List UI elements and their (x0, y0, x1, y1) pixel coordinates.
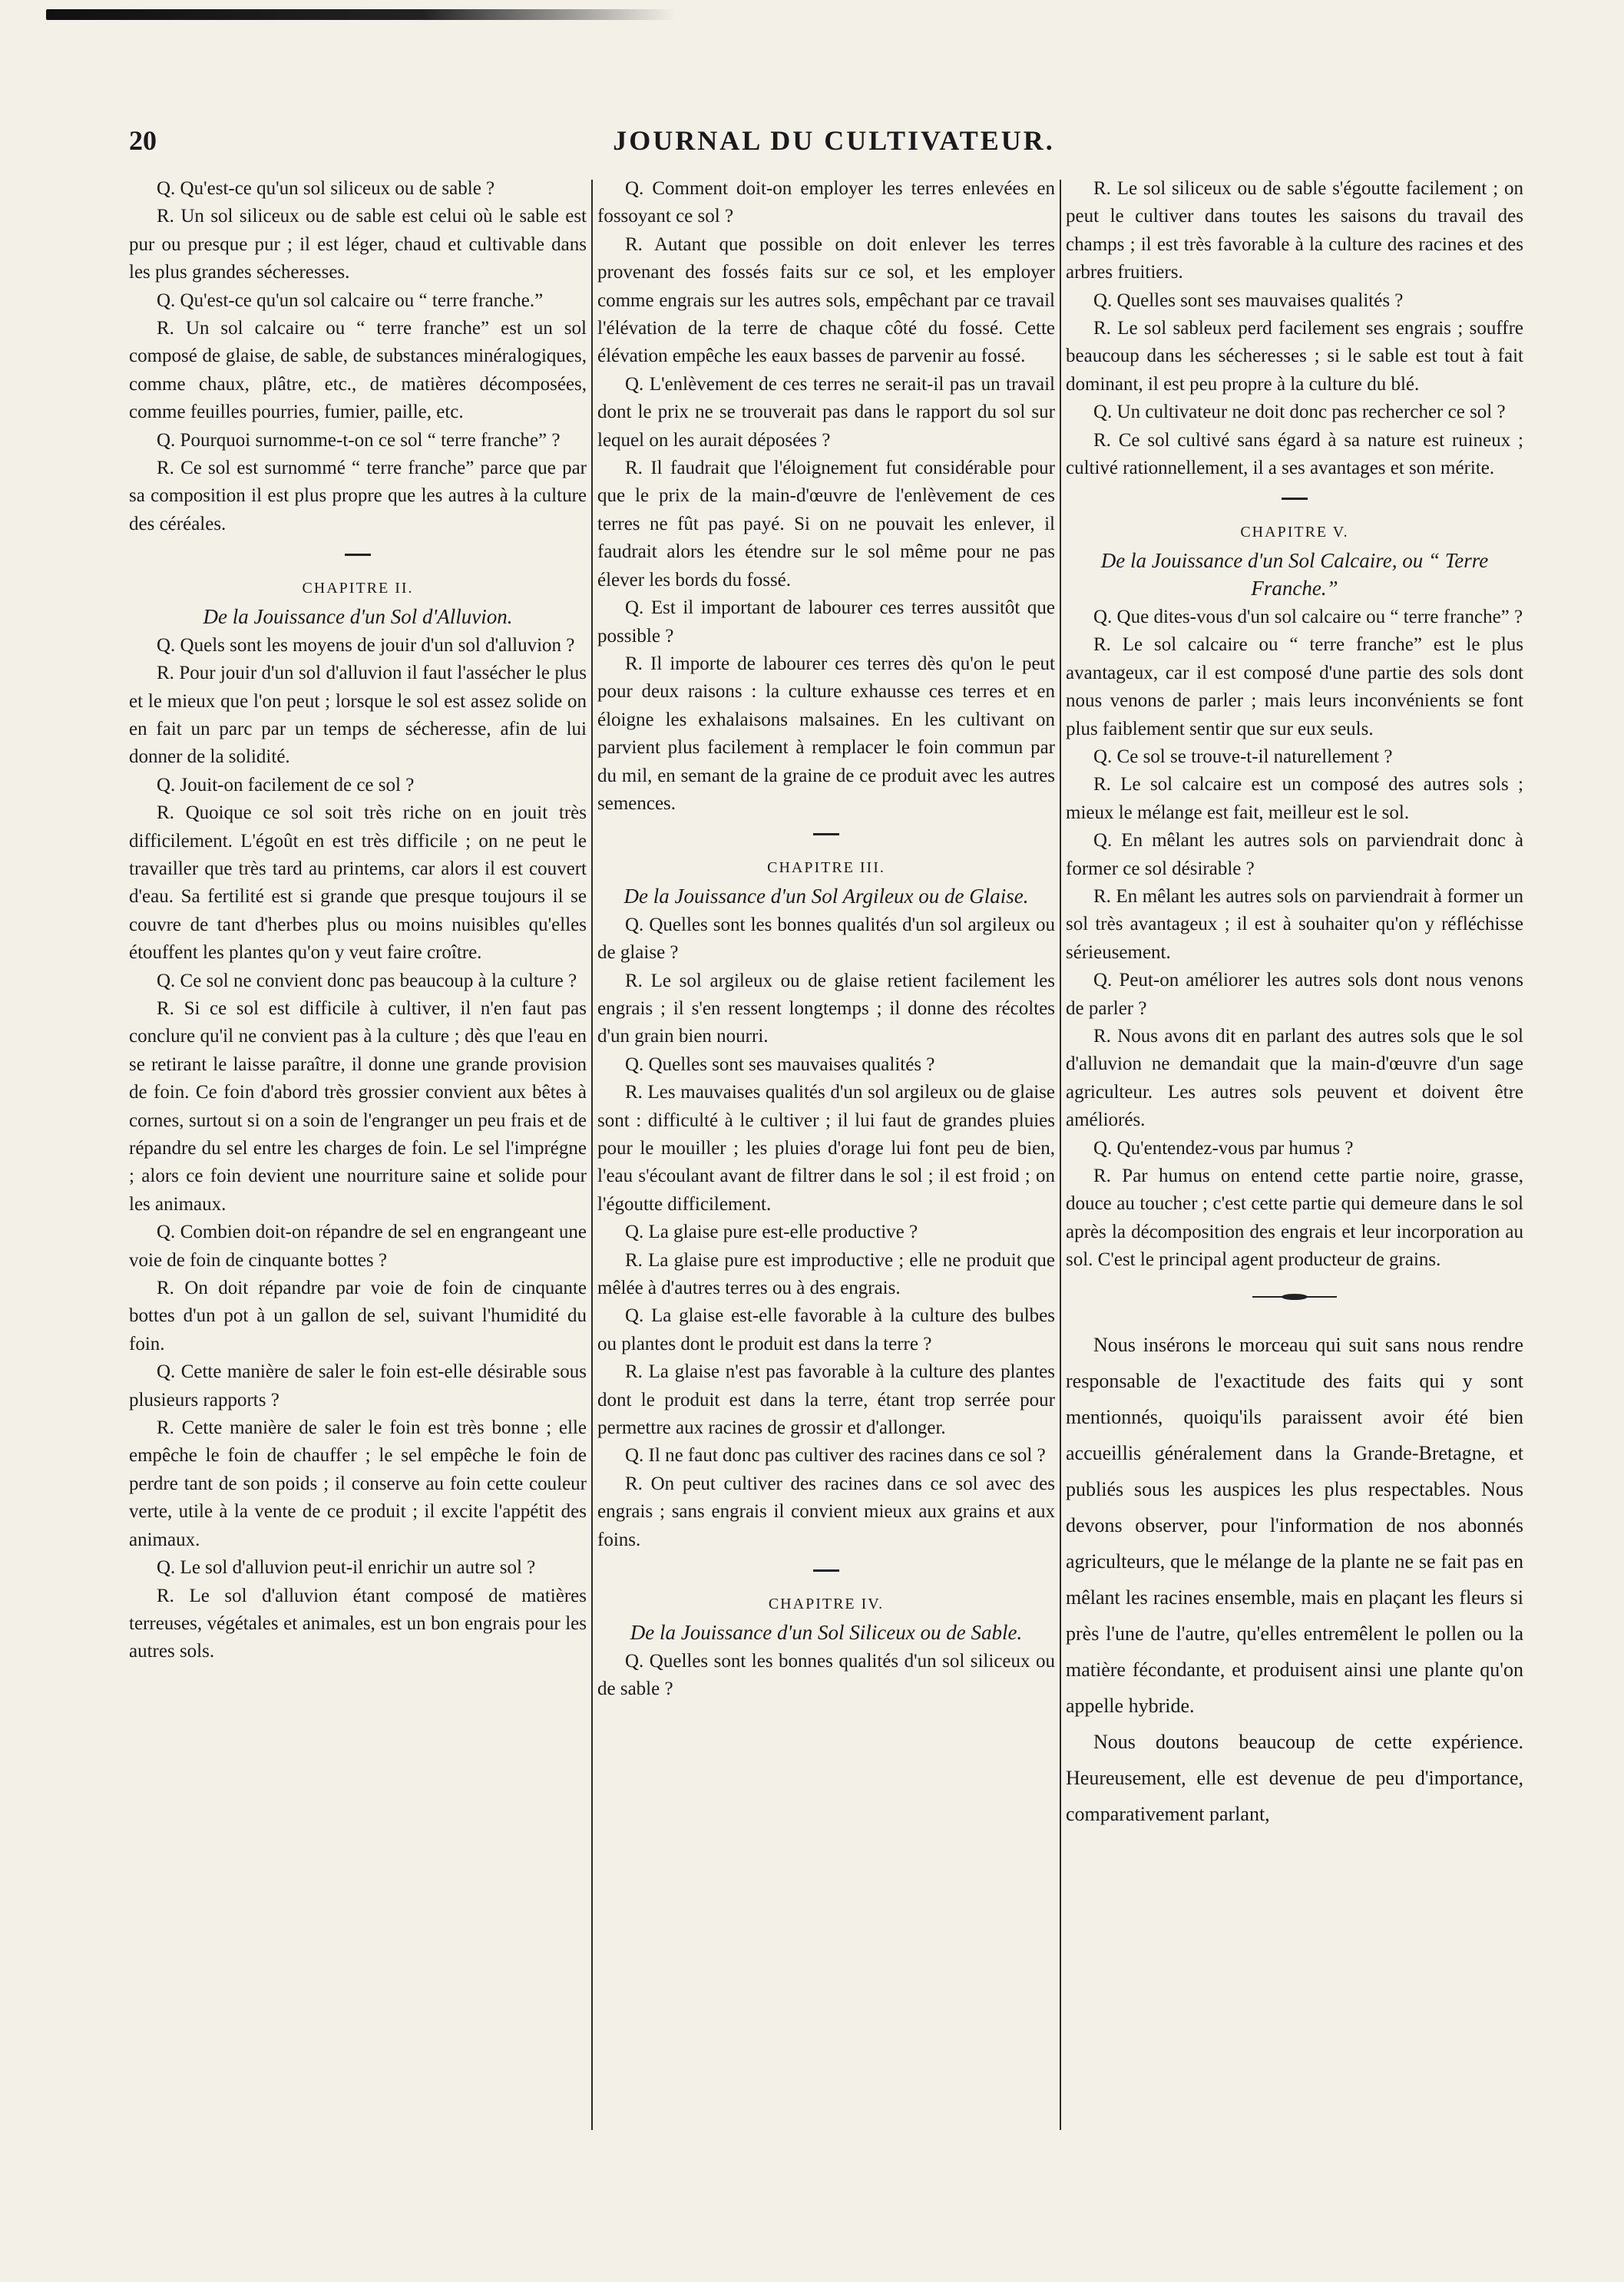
answer-paragraph: R. La glaise pure est improductive ; elle ne produit que mêlée à d'autres terres ou à des engrais. (597, 1249, 1055, 1299)
question-paragraph: Q. Quels sont les moyens de jouir d'un sol d'alluvion ? (157, 634, 575, 656)
answer-paragraph: R. Un sol siliceux ou de sable est celui où le sable est pur ou presque pur ; il est léger, chaud et cultivable dans les plus grandes sécheresses. (129, 206, 587, 283)
answer-paragraph: R. Quoique ce sol soit très riche on en jouit très difficilement. L'égoût en est très difficile ; on ne peut le travailler que très tard au printems, car alors il est couvert d'eau. Sa fertilité est si grande que presque toujours il se couvre de tant d'herbes plus ou moins nuisibles qu'elles étouffent les plantes qu'on y veut faire croître. (129, 802, 587, 964)
answer-paragraph: R. Par humus on entend cette partie noire, grasse, douce au toucher ; c'est cette partie qui demeure dans le sol après la décomposition des engrais et leur incorporation au sol. C'est le principal agent producteur de grains. (1066, 1166, 1523, 1271)
question-paragraph: Q. Un cultivateur ne doit donc pas rechercher ce sol ? (1093, 402, 1506, 423)
section-divider (345, 554, 371, 556)
answer-paragraph: R. Le sol d'alluvion étant composé de matières terreuses, végétales et animales, est un bon engrais pour les autres sols. (129, 1585, 587, 1662)
text-column-3 (1066, 175, 1523, 2141)
answer-paragraph: R. Cette manière de saler le foin est très bonne ; elle empêche le foin de chauffer ; le sel empêche le foin de perdre tant de son poids ; il conserve au foin cette couleur verte, utile à la vente de ce produit ; il excite l'appétit des animaux. (129, 1417, 587, 1550)
question-paragraph: Q. Peut-on améliorer les autres sols dont nous venons de parler ? (1066, 970, 1523, 1019)
question-paragraph: Q. La glaise est-elle favorable à la culture des bulbes ou plantes dont le produit est dans la terre ? (597, 1305, 1055, 1354)
question-paragraph: Q. Quelles sont les bonnes qualités d'un sol siliceux ou de sable ? (597, 1650, 1055, 1699)
chapter-heading: CHAPITRE V. (1240, 524, 1349, 541)
question-paragraph: Q. En mêlant les autres sols on parviendrait donc à former ce sol désirable ? (1066, 830, 1523, 879)
page-header (129, 124, 1539, 163)
chapter-title: De la Jouissance d'un Sol Argileux ou de Glaise. (623, 884, 1029, 908)
article-paragraph: Nous insérons le morceau qui suit sans nous rendre responsable de l'exactitude des faits qui y sont mentionnés, quoiqu'ils paraissent avoir été bien accueillis généralement dans la Grande-Bretagne, et publiés sous les auspices les plus respectables. Nous devons observer, pour l'information de nos abonnés agriculteurs, que le mélange de la plante ne se fait pas en mêlant les racines ensemble, mais en plaçant les fleurs si près l'une de l'autre, qu'elles entremêlent le pollen ou la matière fécondante, et produisent ainsi une plante qu'on appelle hybride. (1066, 1333, 1523, 1717)
chapter-heading: CHAPITRE III. (767, 859, 885, 877)
column-divider (591, 180, 593, 2130)
question-paragraph: Q. Il ne faut donc pas cultiver des racines dans ce sol ? (625, 1445, 1046, 1467)
question-paragraph: Q. Pourquoi surnomme-t-on ce sol “ terre franche” ? (157, 429, 561, 451)
chapter-heading: CHAPITRE II. (302, 580, 414, 597)
answer-paragraph: R. Ce sol est surnommé “ terre franche” parce que par sa composition il est plus propre que les autres à la culture des céréales. (129, 458, 587, 534)
answer-paragraph: R. Il importe de labourer ces terres dès qu'on le peut pour deux raisons : la culture exhausse ces terres et en éloigne les exhalaisons malsaines. En les cultivant on parvient plus facilement à remplacer le foin commun par du mil, en semant de la graine de ce produit avec les autres semences. (597, 653, 1055, 814)
chapter-heading: CHAPITRE IV. (768, 1596, 885, 1613)
question-paragraph: Q. Jouit-on facilement de ce sol ? (157, 774, 415, 795)
answer-paragraph: R. On doit répandre par voie de foin de cinquante bottes d'un pot à un gallon de sel, suivant l'humidité du foin. (129, 1278, 587, 1354)
question-paragraph: Q. Comment doit-on employer les terres enlevées en fossoyant ce sol ? (597, 178, 1055, 227)
page-number: 20 (129, 125, 157, 156)
journal-title: JOURNAL DU CULTIVATEUR. (613, 125, 1055, 156)
answer-paragraph: R. Si ce sol est difficile à cultiver, il n'en faut pas conclure qu'il ne convient pas à la culture ; dès que l'eau en se retirant le laisse paraître, il donne une grande provision de foin. Ce foin d'abord très grossier convient aux bêtes à cornes, surtout si on a soin de l'engranger un peu frais et de répandre du sel entre les charges de foin. Le sel l'imprégne ; alors ce foin devient une nourriture saine et solide pour les animaux. (129, 997, 587, 1215)
chapter-title: De la Jouissance d'un Sol d'Alluvion. (203, 604, 513, 628)
answer-paragraph: R. La glaise n'est pas favorable à la culture des plantes dont le produit est dans la terre, étant trop serrée pour permettre aux racines de grossir et d'allonger. (597, 1361, 1055, 1439)
answer-paragraph: R. Autant que possible on doit enlever les terres provenant des fossés faits sur ce sol, et les employer comme engrais sur les autres sols, empêchant par ce travail l'élévation de la terre de chaque côté du fossé. Cette élévation empêche les eaux basses de parvenir au fossé. (597, 233, 1055, 367)
question-paragraph: Q. La glaise pure est-elle productive ? (625, 1222, 918, 1243)
chapter-title: De la Jouissance d'un Sol Siliceux ou de Sable. (630, 1620, 1023, 1644)
question-paragraph: Q. Quelles sont les bonnes qualités d'un sol argileux ou de glaise ? (597, 914, 1055, 964)
question-paragraph: Q. Qu'est-ce qu'un sol siliceux ou de sable ? (157, 178, 495, 199)
question-paragraph: Q. Ce sol se trouve-t-il naturellement ? (1093, 746, 1393, 767)
answer-paragraph: R. Le sol siliceux ou de sable s'égoutte facilement ; on peut le cultiver dans toutes les saisons du travail des champs ; il est très favorable à la culture des racines et des arbres fruitiers. (1066, 178, 1523, 283)
question-paragraph: Q. Cette manière de saler le foin est-elle désirable sous plusieurs rapports ? (129, 1361, 587, 1411)
section-divider (813, 1569, 839, 1572)
question-paragraph: Q. Le sol d'alluvion peut-il enrichir un autre sol ? (157, 1557, 536, 1579)
answer-paragraph: R. Le sol calcaire est un composé des autres sols ; mieux le mélange est fait, meilleur est le sol. (1066, 774, 1523, 823)
ornament-divider (1252, 1293, 1337, 1301)
answer-paragraph: R. Il faudrait que l'éloignement fut considérable pour que le prix de la main-d'œuvre de l'enlèvement de ces terres ne fût pas payé. Si on ne pouvait les enlever, il faudrait alors les étendre sur le sol même pour ne pas élever les bords du fossé. (597, 458, 1055, 590)
text-column-2 (597, 175, 1055, 2141)
answer-paragraph: R. Le sol argileux ou de glaise retient facilement les engrais ; il s'en ressent longtemps ; il donne des récoltes d'un grain bien nourri. (597, 970, 1055, 1047)
section-divider (1282, 498, 1308, 500)
question-paragraph: Q. Combien doit-on répandre de sel en engrangeant une voie de foin de cinquante bottes ? (129, 1222, 587, 1271)
section-divider (813, 833, 839, 835)
answer-paragraph: R. Les mauvaises qualités d'un sol argileux ou de glaise sont : difficulté à le cultiver ; il lui faut de grandes pluies pour le mouiller ; les pluies d'orage lui font peu de bien, l'eau s'écoulant avant de filtrer dans le sol ; il est froid ; on l'égoutte difficilement. (597, 1082, 1055, 1215)
answer-paragraph: R. On peut cultiver des racines dans ce sol avec des engrais ; sans engrais il convient mieux aux grains et aux foins. (597, 1473, 1055, 1550)
question-paragraph: Q. Est il important de labourer ces terres aussitôt que possible ? (597, 597, 1055, 647)
question-paragraph: Q. Quelles sont ses mauvaises qualités ? (1093, 289, 1404, 311)
question-paragraph: Q. L'enlèvement de ces terres ne serait-il pas un travail dont le prix ne se trouverait pas dans le rapport du sol sur lequel on les aurait déposées ? (597, 373, 1055, 451)
answer-paragraph: R. Nous avons dit en parlant des autres sols que le sol d'alluvion ne demandait que la main-d'œuvre d'un sage agriculteur. Les autres sols peuvent et doivent être améliorés. (1066, 1025, 1523, 1131)
text-column-1 (129, 175, 587, 2141)
answer-paragraph: R. Le sol calcaire ou “ terre franche” est le plus avantageux, car il est composé d'une partie des sols dont nous venons de parler ; mais leurs inconvénients se font plus faiblement sentir que sur eux seuls. (1066, 634, 1523, 739)
answer-paragraph: R. Le sol sableux perd facilement ses engrais ; souffre beaucoup dans les sécheresses ; si le sable est tout à fait dominant, il est peu propre à la culture du blé. (1066, 318, 1523, 395)
question-paragraph: Q. Qu'est-ce qu'un sol calcaire ou “ terre franche.” (157, 289, 544, 311)
question-paragraph: Q. Qu'entendez-vous par humus ? (1093, 1137, 1354, 1159)
top-edge-rule (46, 9, 676, 20)
answer-paragraph: R. Pour jouir d'un sol d'alluvion il faut l'assécher le plus et le mieux que l'on peut ; lorsque le sol est assez solide on en fait un parc par un temps de sécheresse, afin de lui donner de la solidité. (129, 663, 587, 768)
column-divider (1060, 180, 1061, 2130)
article-paragraph: Nous doutons beaucoup de cette expérience. Heureusement, elle est devenue de peu d'importance, comparativement parlant, (1066, 1730, 1523, 1825)
question-paragraph: Q. Que dites-vous d'un sol calcaire ou “ terre franche” ? (1093, 606, 1523, 627)
answer-paragraph: R. En mêlant les autres sols on parviendrait à former un sol très avantageux ; il est à souhaiter qu'on y réfléchisse sérieusement. (1066, 885, 1523, 963)
answer-paragraph: R. Un sol calcaire ou “ terre franche” est un sol composé de glaise, de sable, de substances minéralogiques, comme chaux, plâtre, etc., de matières décomposées, comme feuilles pourries, fumier, paille, etc. (129, 318, 587, 423)
chapter-title: De la Jouissance d'un Sol Calcaire, ou “ Terre Franche.” (1100, 548, 1489, 600)
question-paragraph: Q. Ce sol ne convient donc pas beaucoup à la culture ? (157, 970, 577, 991)
question-paragraph: Q. Quelles sont ses mauvaises qualités ? (625, 1053, 935, 1075)
answer-paragraph: R. Ce sol cultivé sans égard à sa nature est ruineux ; cultivé rationnellement, il a ses avantages et son mérite. (1066, 429, 1523, 479)
